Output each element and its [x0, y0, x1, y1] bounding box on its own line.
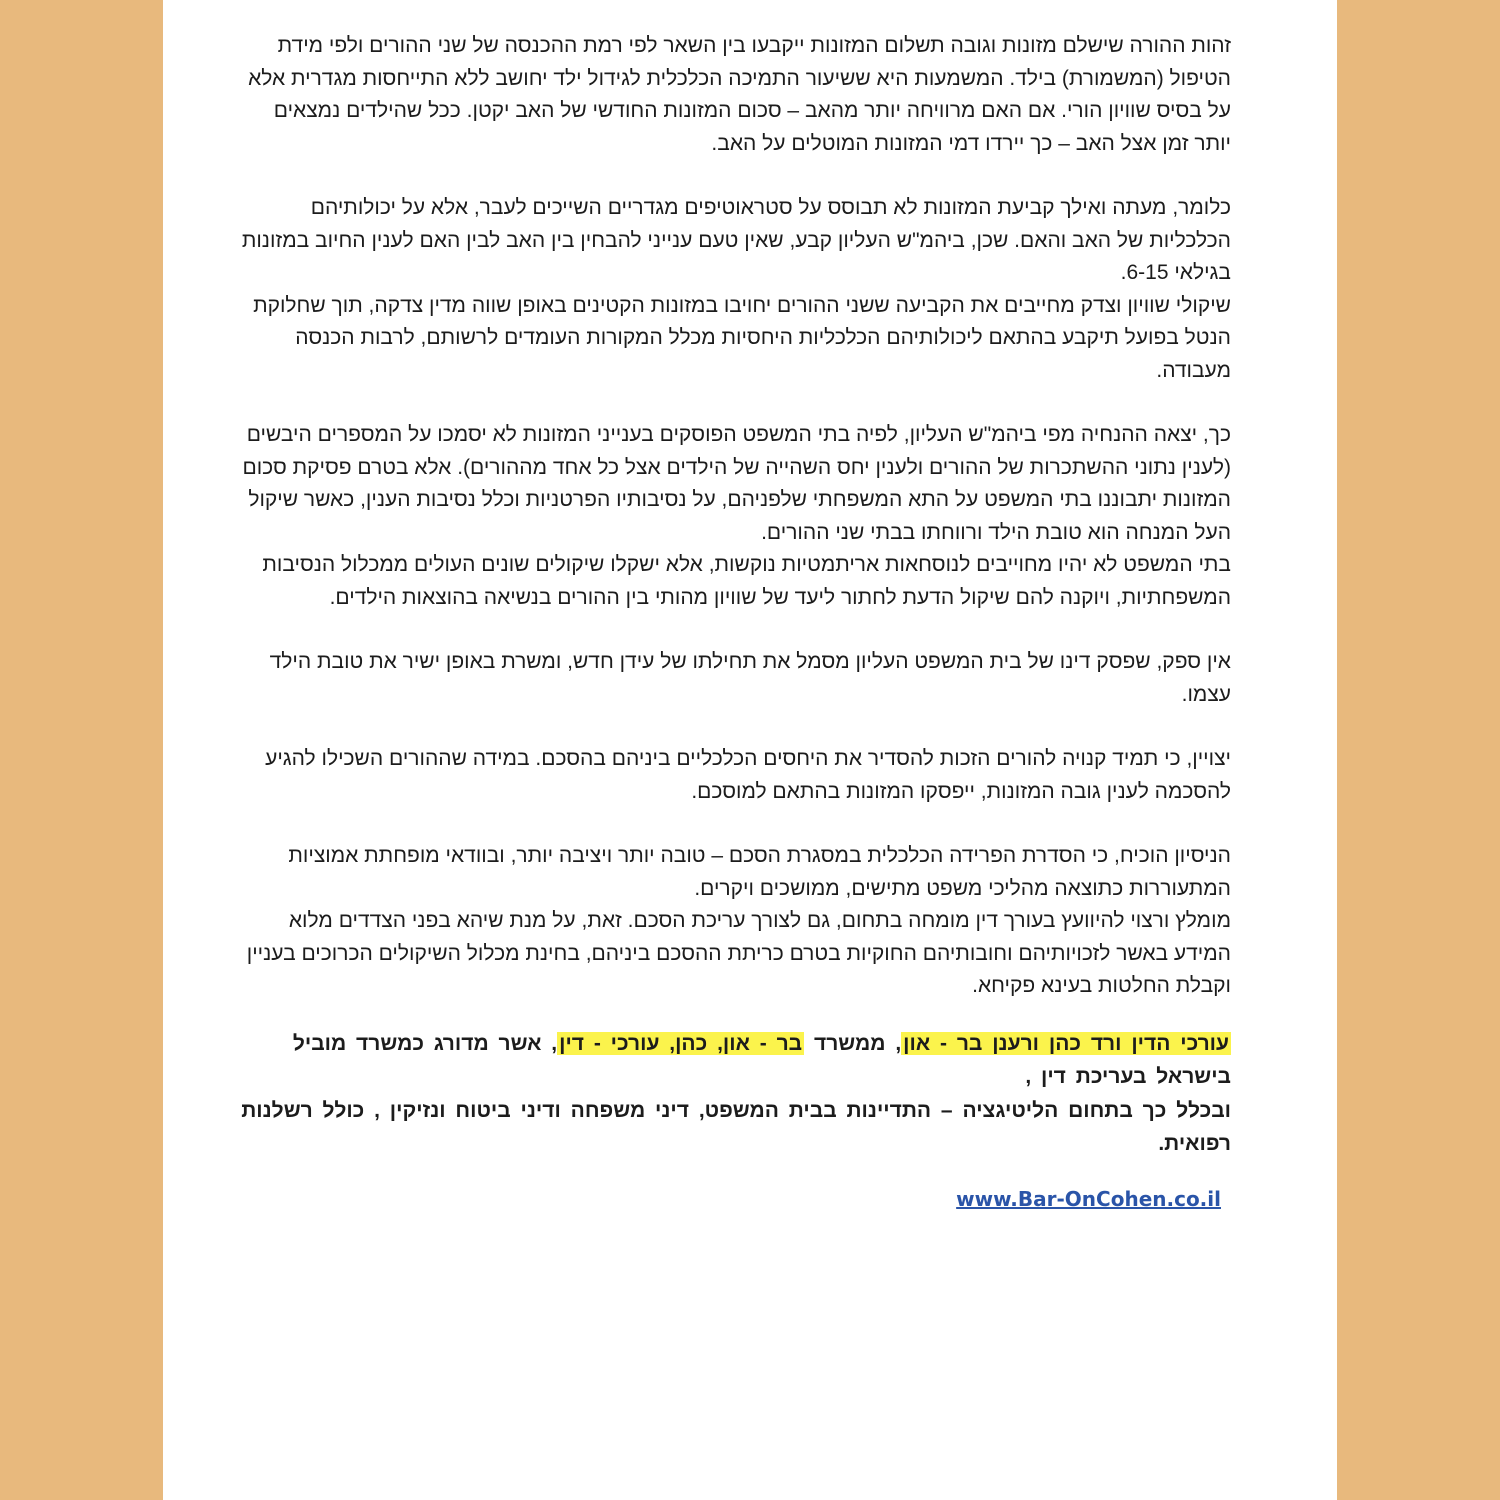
closing-firm-statement: [235, 1027, 1231, 1094]
closing-space: [804, 1032, 814, 1055]
closing-practice-areas: ובכלל כך בתחום הליטיגציה – התדיינות בבית המשפט, דיני משפחה ודיני ביטוח ונזיקין , כולל רשלנות רפואית.: [241, 1098, 1231, 1155]
closing-ranking-text: , אשר מדורג כמשרד מוביל בישראל בעריכת דין ,: [292, 1031, 1231, 1088]
paragraph-gender-neutral: כלומר, מעתה ואילך קביעת המזונות לא תבוסס על סטראוטיפים מגדריים השייכים לעבר, אלא על יכולותיהם הכלכליות של האב והאם. שכן, ביהמ"ש העליון קבע, שאין טעם ענייני להבחין בין האב לבין האם לענין החיוב במזונות בגילאי 6-15.: [241, 196, 1231, 284]
website-row: [235, 1183, 1231, 1217]
closing-separator: ,: [885, 1031, 902, 1055]
website-link[interactable]: www.Bar-OnCohen.co.il: [956, 1186, 1221, 1211]
paragraph-alimony-identity: זהות ההורה שישלם מזונות וגובה תשלום המזונות ייקבעו בין השאר לפי רמת ההכנסה של שני ההורים ולפי מידת הטיפול (המשמורת) בילד. המשמעות היא ששיעור התמיכה הכלכלית לגידול ילד יחושב ללא התייחסות מגדרית אלא על בסיס שוויון הורי. אם האם מרוויחה יותר מהאב – סכום המזונות החודשי של האב יקטן. ככל שהילדים נמצאים יותר זמן אצל האב – כך יירדו דמי המזונות המוטלים על האב.: [248, 34, 1231, 155]
document-page: [163, 0, 1337, 1500]
paragraph-spacer: [235, 160, 1231, 192]
paragraph-new-era: אין ספק, שפסק דינו של בית המשפט העליון מסמל את תחילתו של עידן חדש, ומשרת באופן ישיר את טובת הילד עצמו.: [269, 650, 1231, 706]
highlighted-lawyer-names: עורכי הדין ורד כהן ורענן בר - און: [903, 1031, 1229, 1055]
paragraph-equality-justice: שיקולי שוויון וצדק מחייבים את הקביעה ששני ההורים יחויבו במזונות הקטינים באופן שווה מדין צדקה, תוך שחלוקת הנטל בפועל תיקבע בהתאם ליכולותיהם הכלכליות היחסיות מכלל המקורות העומדים לרשותם, לרבות הכנסה מעבודה.: [253, 293, 1231, 382]
document-body: [235, 30, 1231, 1216]
paragraph-recommendation: מומלץ ורצוי להיוועץ בעורך דין מומחה בתחום, גם לצורך עריכת הסכם. זאת, על מנת שיהא בפני הצדדים מלוא המידע באשר לזכויותיהם וחובותיהם החוקיות בטרם כריתת ההסכם ביניהם, בחינת מכלול השיקולים הכרוכים בעניין וקבלת החלטות בעינא פקיחא.: [246, 909, 1231, 997]
paragraph-spacer: [235, 711, 1231, 743]
closing-from-office: ממשרד: [813, 1031, 886, 1055]
highlighted-firm-name: בר - און, כהן, עורכי - דין: [559, 1031, 803, 1055]
paragraph-spacer: [235, 614, 1231, 646]
paragraph-spacer: [235, 808, 1231, 840]
paragraph-spacer: [235, 387, 1231, 419]
paragraph-no-rigid-formulas: בתי המשפט לא יהיו מחוייבים לנוסחאות אריתמטיות נוקשות, אלא ישקלו שיקולים שונים העולים ממכלול הנסיבות המשפחתיות, ויוקנה להם שיקול הדעת לחתור ליעד של שוויון מהותי בין ההורים בנשיאה בהוצאות הילדים.: [262, 553, 1231, 609]
paragraph-spacer: [235, 1003, 1231, 1027]
paragraph-experience: הניסיון הוכיח, כי הסדרת הפרידה הכלכלית במסגרת הסכם – טובה יותר ויציבה יותר, ובוודאי מופחתת אמוציות המתעוררות כתוצאה מהליכי משפט מתישים, ממושכים ויקרים.: [288, 844, 1231, 900]
paragraph-supreme-court-directive: כך, יצאה ההנחיה מפי ביהמ"ש העליון, לפיה בתי המשפט הפוסקים בענייני המזונות לא יסמכו על המספרים היבשים (לענין נתוני ההשתכרות של ההורים ולענין יחס השהייה של הילדים אצל כל אחד מההורים). אלא בטרם פסיקת סכום המזונות יתבוננו בתי המשפט על התא המשפחתי שלפניהם, על נסיבותיו הפרטניות וכלל נסיבות הענין, כאשר שיקול העל המנחה הוא טובת הילד ורווחתו בבתי שני ההורים.: [242, 423, 1231, 544]
paragraph-agreement-right: יצויין, כי תמיד קנויה להורים הזכות להסדיר את היחסים הכלכליים ביניהם בהסכם. במידה שההורים השכילו להגיע להסכמה לענין גובה המזונות, ייפסקו המזונות בהתאם למוסכם.: [265, 747, 1231, 803]
